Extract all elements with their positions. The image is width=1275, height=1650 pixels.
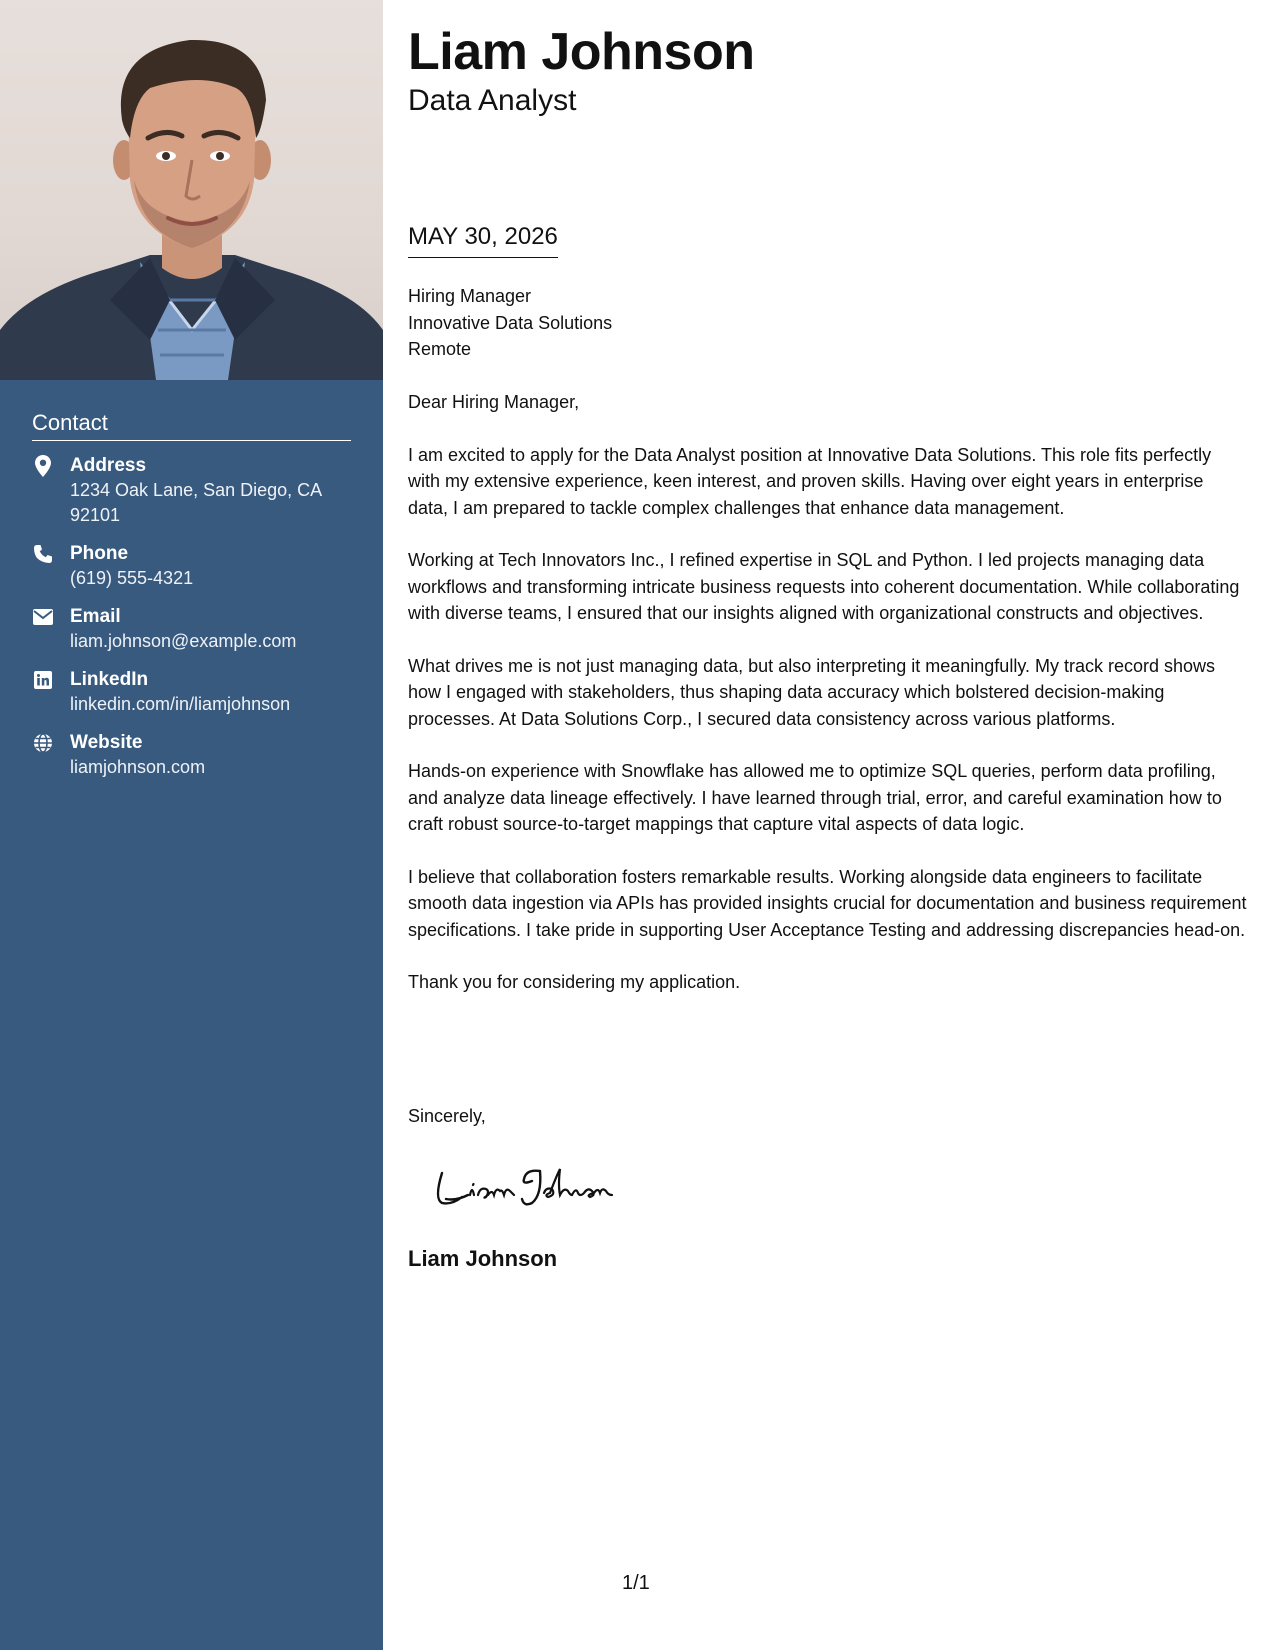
letter-date: MAY 30, 2026 [408, 223, 558, 258]
paragraph: Working at Tech Innovators Inc., I refined expertise in SQL and Python. I led projects managing data workflows and transforming intricate business requests into coherent documentation. While collaborating with diverse teams, I ensured that our insights aligned with organizational constructs and objectives. [408, 550, 1240, 623]
map-pin-icon [32, 455, 54, 477]
job-title: Data Analyst [408, 84, 577, 117]
paragraph: What drives me is not just managing data, but also interpreting it meaningfully. My track record shows how I engaged with stakeholders, thus shaping data accuracy which bolstered decision-making processes. At Data Solutions Corp., I secured data consistency across various platforms. [408, 655, 1216, 729]
contact-label: Address [70, 455, 147, 476]
envelope-icon [32, 606, 54, 628]
paragraph: I believe that collaboration fosters remarkable results. Working alongside data engineers to facilitate smooth data ingestion via APIs has provided insights crucial for documentation and business requirement specifications. I take pride in supporting User Acceptance Testing and addressing discrepancies head-on. [408, 866, 1247, 940]
contact-website [32, 730, 351, 780]
contact-phone [32, 541, 351, 591]
globe-icon [32, 732, 54, 754]
phone-icon [32, 543, 54, 565]
profile-photo [0, 0, 383, 380]
page-number: 1/1 [622, 1572, 650, 1594]
contact-label: Email [70, 606, 121, 627]
email-value[interactable]: liam.johnson@example.com [70, 631, 297, 651]
letter-text [408, 389, 1248, 1022]
applicant-name: Liam Johnson [408, 23, 755, 81]
linkedin-icon [32, 669, 54, 691]
paragraph: Thank you for considering my application. [408, 972, 741, 992]
contact-linkedin [32, 667, 351, 717]
contact-address [32, 453, 351, 528]
recipient-line: Innovative Data Solutions [408, 312, 613, 333]
contact-heading: Contact [32, 410, 351, 441]
recipient-block [408, 283, 612, 363]
address-value: 1234 Oak Lane, San Diego, CA 92101 [70, 480, 322, 525]
closing: Sincerely, [408, 1106, 486, 1126]
paragraph: I am excited to apply for the Data Analyst position at Innovative Data Solutions. This role fits perfectly with my extensive experience, keen interest, and proven skills. Having over eight years in enterprise data, I am prepared to tackle complex challenges that enhance data management. [408, 444, 1212, 518]
paragraph: Hands-on experience with Snowflake has allowed me to optimize SQL queries, perform data profiling, and analyze data lineage effectively. I have learned through trial, error, and careful examination how to craft robust source-to-target mappings that capture vital aspects of data logic. [408, 761, 1222, 834]
recipient-line: Hiring Manager [408, 286, 532, 306]
sidebar [0, 0, 383, 1650]
contact-email [32, 604, 351, 654]
contact-label: LinkedIn [70, 669, 149, 690]
linkedin-value[interactable]: linkedin.com/in/liamjohnson [70, 694, 291, 714]
salutation: Dear Hiring Manager, [408, 392, 580, 412]
signer-name: Liam Johnson [408, 1246, 558, 1271]
signature [428, 1155, 648, 1220]
contact-label: Phone [70, 543, 129, 564]
contact-section [32, 410, 351, 793]
recipient-line: Remote [408, 339, 472, 359]
phone-value[interactable]: (619) 555-4321 [70, 568, 194, 588]
website-value[interactable]: liamjohnson.com [70, 757, 206, 777]
contact-label: Website [70, 732, 143, 753]
